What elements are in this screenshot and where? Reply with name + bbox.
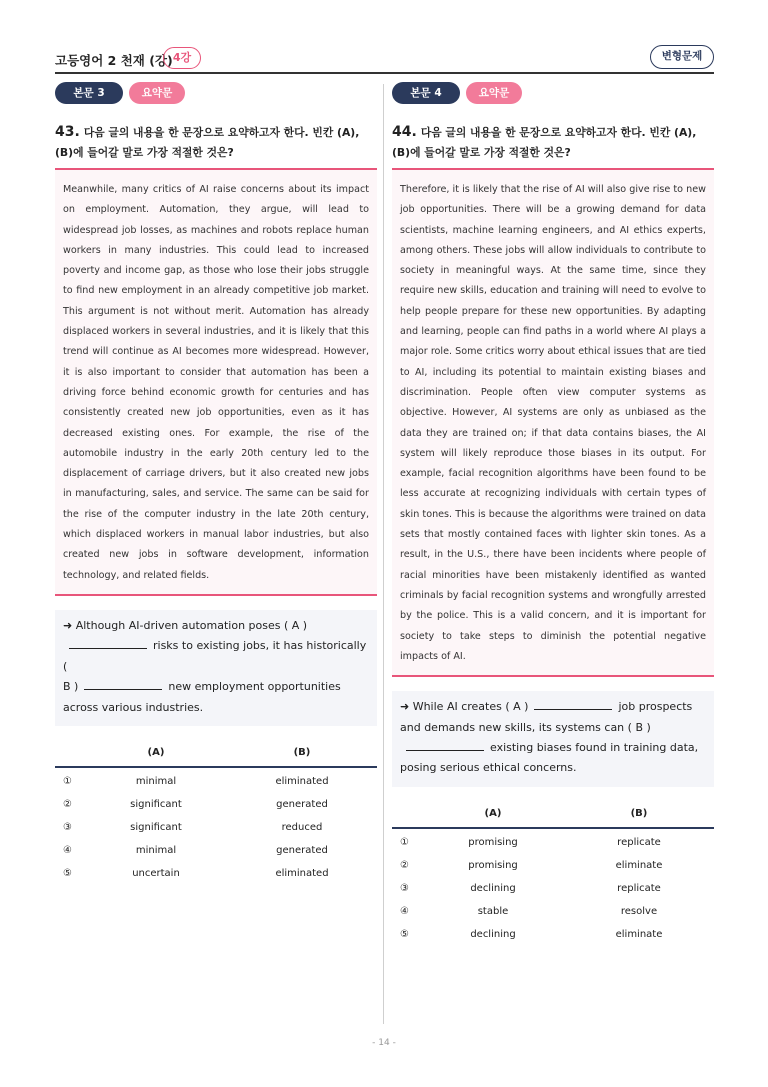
choice-option-1[interactable]	[55, 770, 377, 793]
column-b-header: (B)	[630, 808, 648, 820]
choice-b: generated	[276, 844, 328, 856]
summary-tag: 요약문	[466, 82, 522, 104]
summary-tag: 요약문	[129, 82, 185, 104]
summary-text: existing biases found in training data, posing serious ethical concerns.	[400, 740, 699, 775]
choice-b: eliminate	[615, 928, 663, 940]
choice-option-2[interactable]	[55, 793, 377, 816]
summary-text: job prospects and demands new skills, its systems can ( B )	[400, 700, 693, 734]
column-b-header: (B)	[293, 747, 311, 759]
choice-a: significant	[130, 821, 182, 833]
question-text: 다음 글의 내용을 한 문장으로 요약하고자 한다. 빈칸 (A), (B)에 들어갈 말로 가장 적절한 것은?	[392, 126, 697, 159]
question-type-badge: 변형문제	[650, 45, 714, 69]
choice-option-4[interactable]	[392, 900, 714, 923]
passage-tags	[55, 82, 377, 106]
question-prompt	[55, 122, 377, 170]
summary-line	[63, 677, 369, 718]
choice-a: declining	[470, 882, 516, 894]
summary-text: ➜ While AI creates ( A )	[400, 700, 529, 714]
column-a-header: (A)	[484, 808, 502, 820]
book-title: 고등영어 2 천재 (강)	[55, 53, 173, 68]
choice-option-3[interactable]	[392, 877, 714, 900]
summary-line	[63, 636, 369, 677]
choice-number: ③	[400, 882, 409, 894]
choice-option-5[interactable]	[392, 923, 714, 946]
blank-a	[69, 639, 147, 649]
choice-number: ④	[63, 844, 72, 856]
page-number: - 14 -	[372, 1038, 396, 1048]
passage-tag: 본문 4	[392, 82, 460, 104]
passage-text: Therefore, it is likely that the rise of AI will also give rise to new job opportunities. There will be a growing demand for data scientists, machine learning engineers, and AI ethics experts, among others. These jobs will allow individuals to contribute to society in meaningful ways. At the same time, since they require new skills, education and training will need to evolve to help people prepare for these new opportunities. By adapting and learning, people can find paths in a world where AI plays a major role. Some critics worry about ethical issues that are tied to AI, including its potential to maintain existing biases and discrimination. People often view computer systems as objective. However, AI systems are only as unbiased as the data they are trained on; if that data contains biases, the AI system will likely reproduce those biases in its output. For example, facial recognition algorithms have been found to be less accurate at recognizing individuals with certain types of skin tones. This is because the algorithms were trained on data sets that mostly contained faces with lighter skin tones. As a result, in the U.S., there have been incidents where people of racial minorities have been mistakenly identified as wanted criminals by facial recognition systems and wrongfully arrested by the police. This is a valid concern, and it is important for society to take steps to diminish the potential negative impacts of AI.	[392, 170, 714, 677]
choice-b: replicate	[617, 882, 661, 894]
question-number: 43.	[55, 124, 80, 140]
choices-header	[55, 740, 377, 768]
choice-number: ②	[400, 859, 409, 871]
passage-text: Meanwhile, many critics of AI raise concerns about its impact on employment. Automation, they argue, will lead to widespread job losses, as machines and robots replace human workers in many industries. This could lead to increased poverty and income gap, as those who lose their jobs struggle to find new employment in an already competitive job market. This argument is not without merit. Automation has already displaced workers in several industries, and it is likely that this trend will continue as AI becomes more widespread. However, it is also important to consider that automation has been a driving force behind economic growth for centuries and has consistently created new job opportunities, even as it has decreased existing ones. For example, the rise of the automobile industry in the early 20th century led to the displacement of carriage drivers, but it also created new jobs in manufacturing, sales, and service. The same can be said for the rise of the computer industry in the late 20th century, which displaced workers in manual labor industries, but also created new jobs in software development, information technology, and related fields.	[55, 170, 377, 596]
summary-sentence	[55, 610, 377, 726]
passage-tag: 본문 3	[55, 82, 123, 104]
question-prompt	[392, 122, 714, 170]
choice-a: minimal	[135, 775, 177, 787]
choice-a: minimal	[135, 844, 177, 856]
summary-text: new employment opportunities across various industries.	[63, 680, 341, 714]
choice-b: reduced	[281, 821, 323, 833]
summary-text: risks to existing jobs, it has historically (	[63, 639, 367, 673]
choice-b: replicate	[617, 836, 661, 848]
choice-b: generated	[276, 798, 328, 810]
choice-a: uncertain	[132, 867, 180, 879]
blank-b	[406, 741, 484, 751]
choice-number: ④	[400, 905, 409, 917]
choice-number: ②	[63, 798, 72, 810]
page-header	[55, 44, 714, 74]
choice-a: promising	[468, 859, 518, 871]
blank-b	[84, 680, 162, 690]
question-43-column	[55, 82, 377, 885]
question-44-column	[392, 82, 714, 946]
choice-option-5[interactable]	[55, 862, 377, 885]
passage-tags	[392, 82, 714, 106]
choice-option-3[interactable]	[55, 816, 377, 839]
choice-number: ①	[63, 775, 72, 787]
question-text: 다음 글의 내용을 한 문장으로 요약하고자 한다. 빈칸 (A), (B)에 들어갈 말로 가장 적절한 것은?	[55, 126, 360, 159]
summary-text: B )	[63, 680, 79, 694]
blank-a	[534, 700, 612, 710]
choice-number: ⑤	[400, 928, 409, 940]
choice-option-4[interactable]	[55, 839, 377, 862]
choice-number: ⑤	[63, 867, 72, 879]
answer-choices	[392, 801, 714, 946]
choice-number: ③	[63, 821, 72, 833]
choice-b: eliminated	[275, 867, 329, 879]
choice-number: ①	[400, 836, 409, 848]
choice-a: significant	[130, 798, 182, 810]
choice-b: eliminated	[275, 775, 329, 787]
summary-line	[400, 697, 706, 779]
summary-sentence	[392, 691, 714, 787]
choice-option-1[interactable]	[392, 831, 714, 854]
choice-a: stable	[477, 905, 509, 917]
question-number: 44.	[392, 124, 417, 140]
summary-line: ➜ Although AI-driven automation poses ( A )	[63, 618, 308, 632]
choice-b: resolve	[620, 905, 658, 917]
answer-choices	[55, 740, 377, 885]
choice-a: declining	[470, 928, 516, 940]
lesson-badge: 4강	[163, 47, 201, 69]
column-a-header: (A)	[147, 747, 165, 759]
choice-a: promising	[468, 836, 518, 848]
choices-header	[392, 801, 714, 829]
choice-b: eliminate	[615, 859, 663, 871]
choice-option-2[interactable]	[392, 854, 714, 877]
column-divider	[383, 84, 384, 1024]
